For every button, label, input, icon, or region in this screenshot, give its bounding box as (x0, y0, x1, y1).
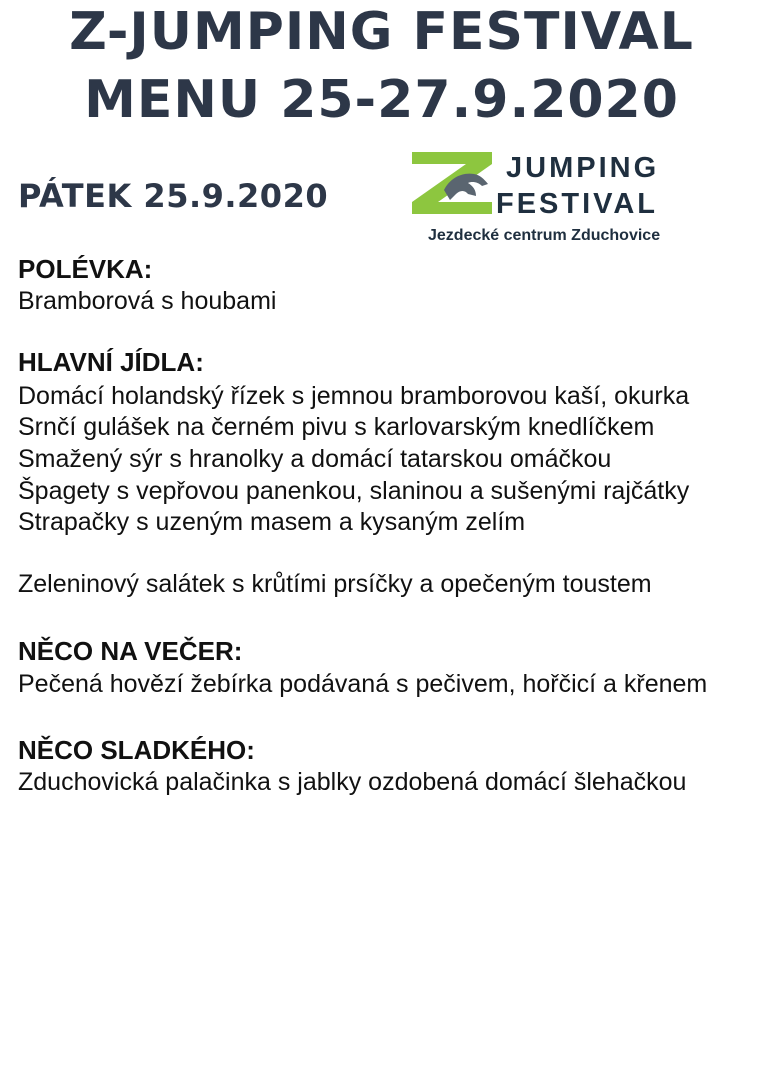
main-dish-item: Srnčí gulášek na černém pivu s karlovarským knedlíčkem (18, 413, 655, 441)
salad-item: Zeleninový salátek s krůtími prsíčky a opečeným toustem (18, 570, 652, 598)
logo-subtitle: Jezdecké centrum Zduchovice (428, 227, 661, 244)
logo-word-festival: FESTIVAL (496, 188, 659, 220)
evening-heading: NĚCO NA VEČER: (18, 636, 243, 666)
main-dish-item: Domácí holandský řízek s jemnou bramborovou kaší, okurka (18, 382, 690, 410)
main-dish-item: Strapačky s uzeným masem a kysaným zelím (18, 508, 526, 536)
sweet-heading: NĚCO SLADKÉHO: (18, 735, 255, 765)
festival-logo-graphic (410, 150, 720, 245)
soup-heading: POLÉVKA: (18, 254, 153, 284)
menu-title-line2: MENU 25-27.9.2020 (84, 70, 679, 130)
logo-word-jumping: JUMPING (506, 152, 660, 184)
menu-title-line1: Z-JUMPING FESTIVAL (69, 2, 694, 62)
sweet-item: Zduchovická palačinka s jablky ozdobená domácí šlehačkou (18, 768, 687, 796)
festival-logo (410, 150, 720, 245)
main-dish-item: Smažený sýr s hranolky a domácí tatarskou omáčkou (18, 445, 612, 473)
evening-item: Pečená hovězí žebírka podávaná s pečivem, hořčicí a křenem (18, 670, 708, 698)
main-dishes-heading: HLAVNÍ JÍDLA: (18, 347, 204, 377)
soup-item: Bramborová s houbami (18, 287, 277, 315)
main-dish-item: Špagety s vepřovou panenkou, slaninou a sušenými rajčátky (18, 477, 690, 505)
day-heading: PÁTEK 25.9.2020 (18, 177, 329, 215)
